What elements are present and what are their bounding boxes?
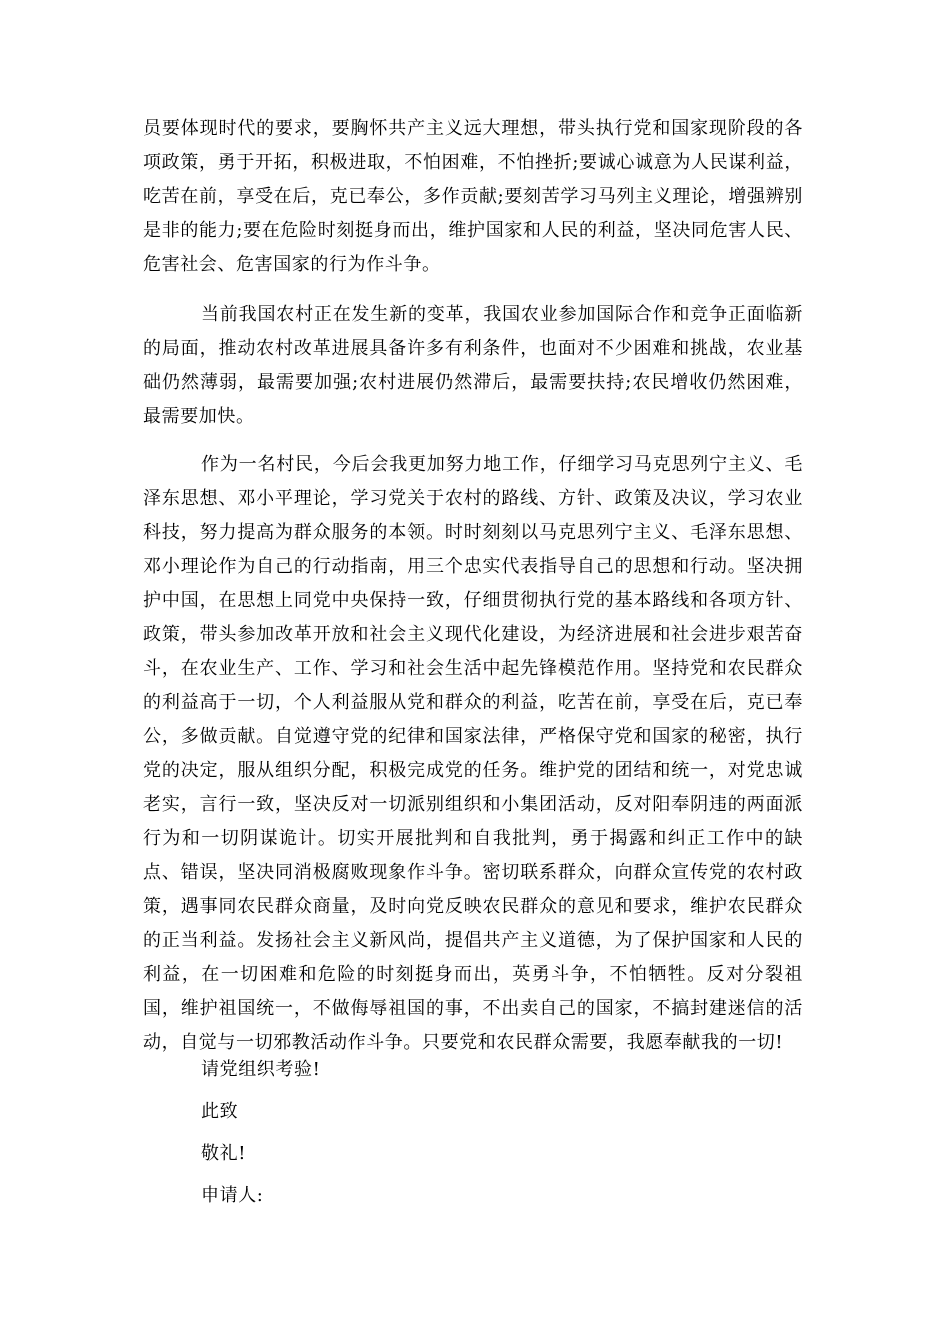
document-body: [143, 112, 803, 1060]
paragraph-commitment: 作为一名村民，今后会我更加努力地工作，仔细学习马克思列宁主义、毛泽东思想、邓小平理论，学习党关于农村的路线、方针、政策及决议，学习农业科技，努力提高为群众服务的本领。时时刻刻以马克思列宁主义、毛泽东思想、邓小理论作为自己的行动指南，用三个忠实代表指导自己的思想和行动。坚决拥护中国，在思想上同党中央保持一致，仔细贯彻执行党的基本路线和各项方针、政策，带头参加改革开放和社会主义现代化建设，为经济进展和社会进步艰苦奋斗，在农业生产、工作、学习和社会生活中起先锋模范作用。坚持党和农民群众的利益高于一切，个人利益服从党和群众的利益，吃苦在前，享受在后，克已奉公，多做贡献。自觉遵守党的纪律和国家法律，严格保守党和国家的秘密，执行党的决定，服从组织分配，积极完成党的任务。维护党的团结和统一，对党忠诚老实，言行一致，坚决反对一切派别组织和小集团活动，反对阳奉阴违的两面派行为和一切阴谋诡计。切实开展批判和自我批判，勇于揭露和纠正工作中的缺点、错误，坚决同消极腐败现象作斗争。密切联系群众，向群众宣传党的农村政策，遇事同农民群众商量，及时向党反映农民群众的意见和要求，维护农民群众的正当利益。发扬社会主义新风尚，提倡共产主义道德，为了保护国家和人民的利益，在一切困难和危险的时刻挺身而出，英勇斗争，不怕牺牲。反对分裂祖国，维护祖国统一，不做侮辱祖国的事，不出卖自己的国家，不搞封建迷信的活动，自觉与一切邪教活动作斗争。只要党和农民群众需要，我愿奉献我的一切!: [143, 454, 803, 1053]
closing-salutation: 此致: [201, 1101, 239, 1122]
closing-regards: 敬礼!: [201, 1143, 247, 1164]
closing-applicant: 申请人:: [201, 1185, 264, 1206]
paragraph-rural-reform: 当前我国农村正在发生新的变革，我国农业参加国际合作和竞争正面临新的局面，推动农村改革进展具备许多有利条件，也面对不少困难和挑战，农业基础仍然薄弱，最需要加强;农村进展仍然滞后，最需要扶持;农民增收仍然困难，最需要加快。: [143, 304, 803, 427]
closing-request: 请党组织考验!: [201, 1059, 321, 1080]
paragraph-continued: 员要体现时代的要求，要胸怀共产主义远大理想，带头执行党和国家现阶段的各项政策，勇于开拓，积极进取，不怕困难，不怕挫折;要诚心诚意为人民谋利益，吃苦在前，享受在后，克已奉公，多作贡献;要刻苦学习马列主义理论，增强辨别是非的能力;要在危险时刻挺身而出，维护国家和人民的利益，坚决同危害人民、危害社会、危害国家的行为作斗争。: [143, 118, 803, 275]
